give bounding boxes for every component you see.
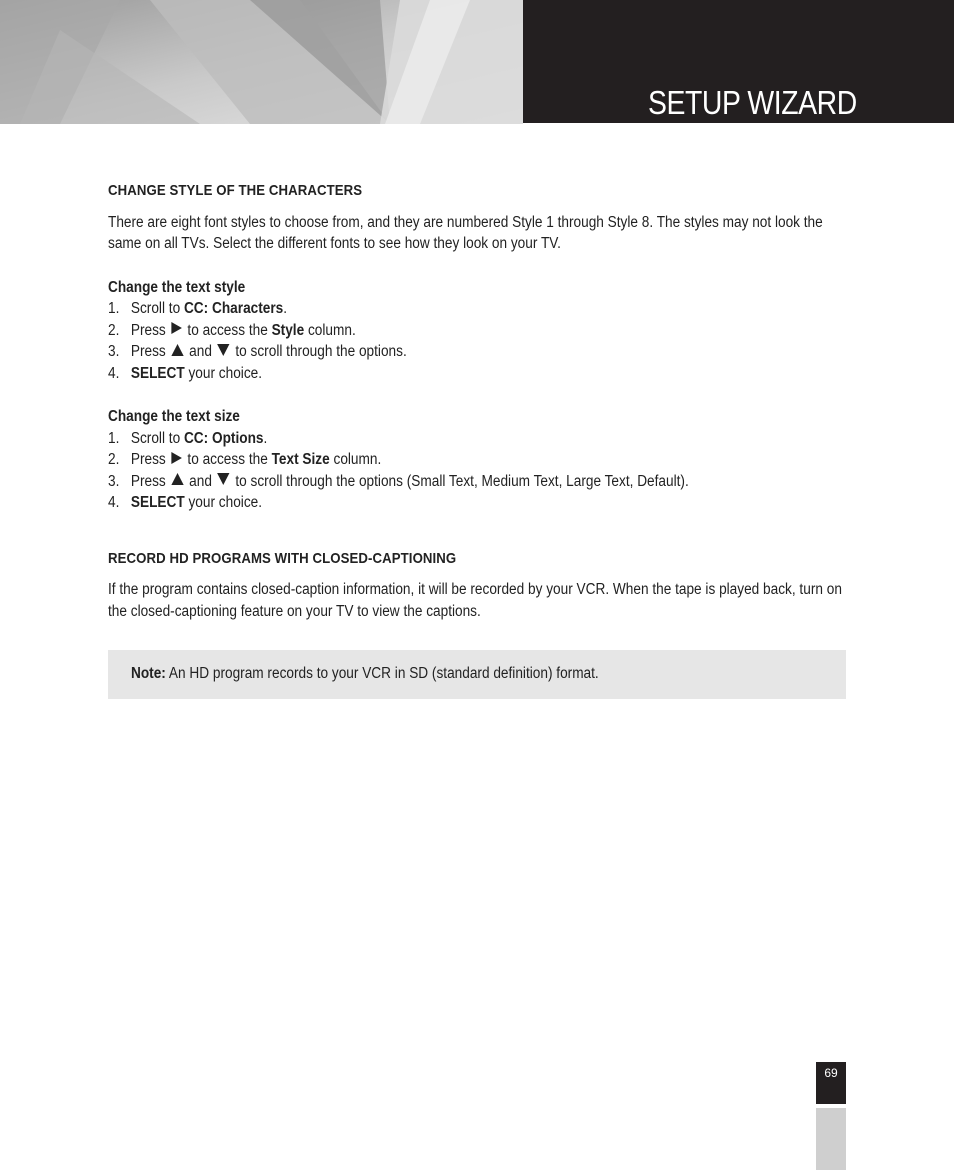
list-item: 2. Press to access the Style column. [108,321,356,339]
main-content [108,180,846,622]
note-box [108,650,846,699]
down-arrow-icon [218,473,230,485]
page-title: SETUP WIZARD [648,84,857,121]
steps-text-size [108,428,845,514]
list-item: 4. SELECT your choice. [108,494,263,511]
list-item: 4. SELECT your choice. [108,364,263,382]
note-text: Note: An HD program records to your VCR in SD (standard definition) format. [131,665,599,682]
section-heading-change-style: CHANGE STYLE OF THE CHARACTERS [108,182,363,199]
page-edge-tab [816,1108,846,1170]
list-item: 1. Scroll to CC: Options. [108,429,268,447]
list-item: 3. Press and to scroll through the options. [108,343,407,360]
section-heading-record-hd: RECORD HD PROGRAMS WITH CLOSED-CAPTIONING [108,549,457,567]
list-item: 2. Press to access the Text Size column. [108,451,382,468]
down-arrow-icon [218,344,230,356]
up-arrow-icon [171,344,183,356]
section-intro: There are eight font styles to choose from, and they are numbered Style 1 through Style 8. The styles may not look the same on all TVs. Select the different fonts to see how they look on your TV. [108,213,823,252]
page-number-tab [816,1062,846,1104]
page-number: 69 [824,1066,838,1080]
section-body: If the program contains closed-caption information, it will be recorded by your VCR. When the tape is played back, turn on the closed-captioning feature on your TV to view the captions. [108,581,842,620]
up-arrow-icon [171,473,183,485]
right-arrow-icon [171,452,182,464]
list-item: 1. Scroll to CC: Characters. [108,300,288,317]
subheading-text-size: Change the text size [108,408,240,425]
right-arrow-icon [171,322,182,334]
list-item: 3. Press and to scroll through the options (Small Text, Medium Text, Large Text, Default). [108,472,689,490]
subheading-text-style: Change the text style [108,278,246,296]
note-label: Note: [131,665,166,682]
header-banner-image [0,0,523,124]
steps-text-style [108,298,845,384]
